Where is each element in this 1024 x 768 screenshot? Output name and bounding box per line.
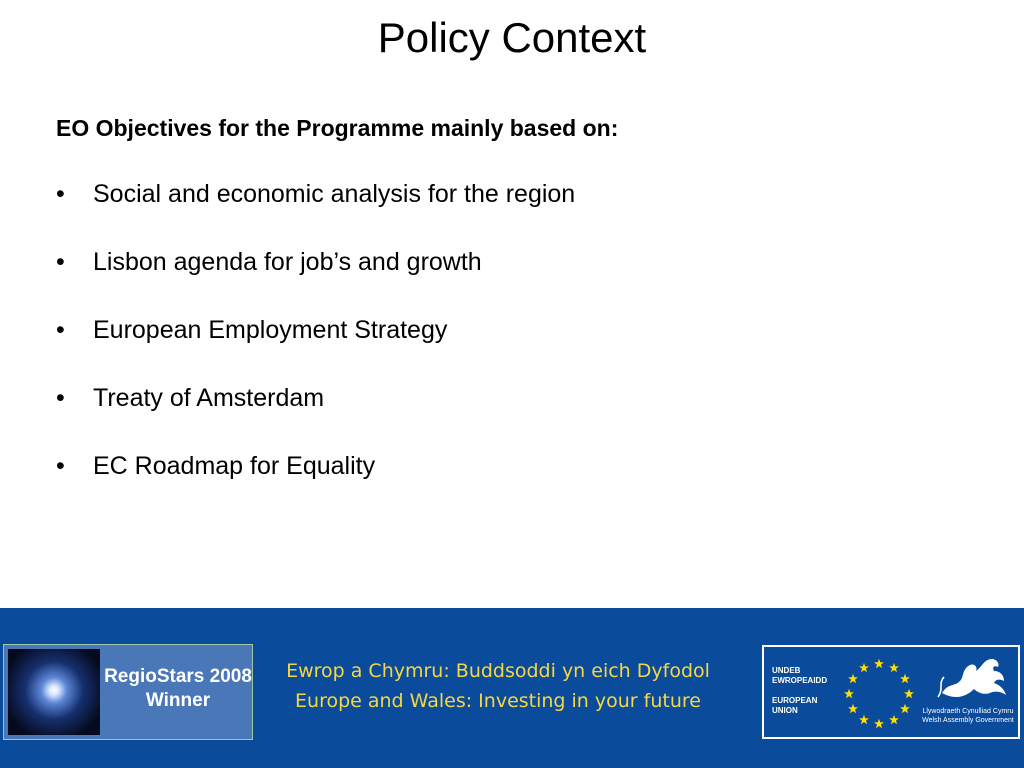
list-item-text: European Employment Strategy bbox=[93, 316, 448, 344]
slogan bbox=[256, 656, 740, 716]
slide-title: Policy Context bbox=[377, 14, 647, 61]
eu-text bbox=[772, 666, 838, 716]
bullet-glyph: • bbox=[56, 180, 65, 208]
eu-stars-icon bbox=[840, 655, 918, 733]
list-item bbox=[56, 246, 575, 314]
list-item-text: Social and economic analysis for the region bbox=[93, 180, 576, 208]
eu-star-icon bbox=[874, 659, 884, 668]
bullet-glyph: • bbox=[56, 316, 65, 344]
eu-star-icon bbox=[900, 674, 910, 683]
list-item-text: Lisbon agenda for job’s and growth bbox=[93, 248, 482, 276]
eu-star-icon bbox=[848, 704, 858, 713]
wag-text bbox=[918, 707, 1018, 725]
award-title: RegioStars 2008 bbox=[104, 666, 252, 687]
eu-star-icon bbox=[889, 715, 899, 724]
wag-welsh: Llywodraeth Cynulliad Cymru bbox=[922, 708, 1014, 715]
list-item bbox=[56, 314, 575, 382]
objectives-list bbox=[56, 178, 575, 518]
slogan-english: Europe and Wales: Investing in your future bbox=[295, 690, 701, 712]
wag-english: Welsh Assembly Government bbox=[922, 717, 1014, 724]
list-item bbox=[56, 178, 575, 246]
starburst-icon bbox=[8, 649, 100, 735]
eu-english-line2: UNION bbox=[772, 706, 798, 715]
eu-star-icon bbox=[889, 663, 899, 672]
award-subtitle: Winner bbox=[145, 690, 211, 711]
eu-star-icon bbox=[844, 689, 854, 698]
footer-banner bbox=[0, 608, 1024, 768]
list-item bbox=[56, 382, 575, 450]
list-item-text: Treaty of Amsterdam bbox=[93, 384, 325, 412]
regiostars-award-badge bbox=[3, 644, 253, 740]
bullet-glyph: • bbox=[56, 384, 65, 412]
objectives-heading: EO Objectives for the Programme mainly based on: bbox=[56, 115, 619, 141]
bullet-glyph: • bbox=[56, 248, 65, 276]
eu-logo-box bbox=[762, 645, 1020, 739]
eu-welsh-line2: EWROPEAIDD bbox=[772, 676, 828, 685]
list-item bbox=[56, 450, 575, 518]
eu-star-icon bbox=[904, 689, 914, 698]
eu-welsh-line1: UNDEB bbox=[772, 666, 801, 675]
eu-star-icon bbox=[900, 704, 910, 713]
eu-star-icon bbox=[859, 715, 869, 724]
eu-star-icon bbox=[848, 674, 858, 683]
slogan-welsh: Ewrop a Chymru: Buddsoddi yn eich Dyfodol bbox=[286, 660, 710, 682]
eu-star-icon bbox=[859, 663, 869, 672]
eu-english-line1: EUROPEAN bbox=[772, 696, 818, 705]
award-text bbox=[102, 665, 254, 713]
list-item-text: EC Roadmap for Equality bbox=[93, 452, 376, 480]
eu-star-icon bbox=[874, 719, 884, 728]
bullet-glyph: • bbox=[56, 452, 65, 480]
welsh-dragon-icon bbox=[934, 653, 1012, 701]
